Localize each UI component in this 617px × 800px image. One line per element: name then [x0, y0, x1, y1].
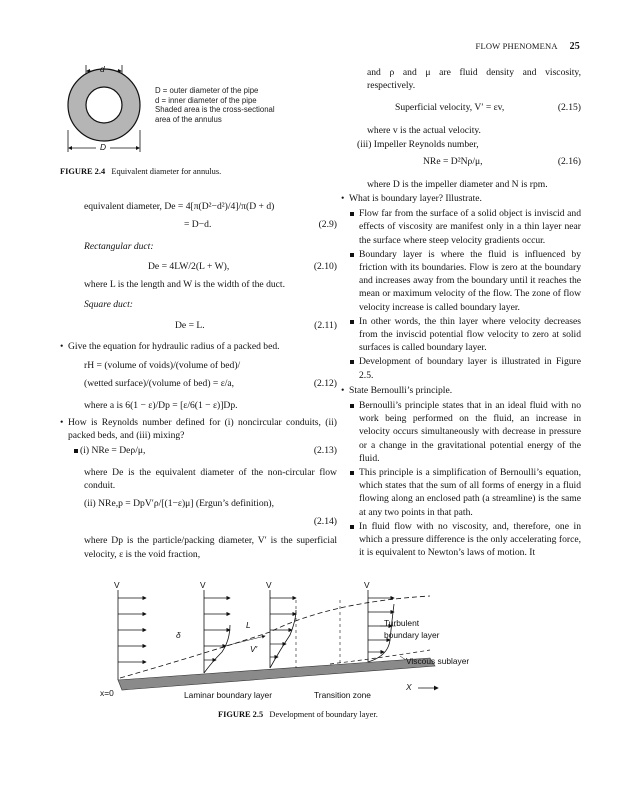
- velocity-label: V: [200, 580, 206, 590]
- eq-2-10-text: De = 4LW/2(L + W),: [148, 261, 230, 273]
- eq-2-11: [60, 319, 337, 333]
- list-item: In fluid flow with no viscosity, and, therefore, one in which a pressure difference is the only accelerating force, it is equivalent to Newton’s laws of motion. It: [359, 520, 581, 560]
- eq-2-15-text: Superficial velocity, V′ = εv,: [395, 102, 505, 114]
- dp-definition: where Dp is the particle/packing diameter, V′ is the superficial velocity, ε is the void fraction,: [84, 535, 337, 560]
- square-bullet: [350, 320, 354, 324]
- eq-2-13-text: (i) NRe = Deρ/μ,: [80, 444, 146, 456]
- velocity-label: V: [114, 580, 120, 590]
- square-bullet: [350, 253, 354, 257]
- eq-2-10: [60, 260, 337, 274]
- caption-text: Development of boundary layer.: [269, 710, 378, 719]
- question-boundary: [341, 192, 581, 205]
- square-bullet: [350, 360, 354, 364]
- eq-2-15: [341, 101, 581, 115]
- legend-line: area of the annulus: [155, 114, 222, 124]
- eq-2-9-text: equivalent diameter, De = 4[π(D²−d²)/4]/π(D + d): [84, 201, 275, 212]
- running-title: FLOW PHENOMENA: [475, 41, 558, 51]
- fig24-caption: [60, 167, 221, 176]
- eq-2-9-line1: [60, 200, 337, 214]
- figure-2-4: [60, 60, 340, 188]
- eq-2-14: (ii) NRe,p = DpV′ρ/[(1−ε)μ] (Ergun’s definition),: [84, 498, 275, 510]
- question-text: State Bernoulli’s principle.: [349, 384, 453, 396]
- de-definition: where De is the equivalent diameter of the non-circular flow conduit.: [84, 466, 337, 491]
- eq-2-16-text: NRe = D²Nρ/μ,: [423, 155, 483, 167]
- eq-2-9-line2: [60, 218, 337, 232]
- square-bullet: [350, 525, 354, 529]
- velocity-label: V: [364, 580, 370, 590]
- label-D: D: [100, 142, 107, 152]
- a-definition: where a is 6(1 − ε)/Dp = [ε/6(1 − ε)]Dp.: [84, 400, 238, 412]
- list-item: Boundary layer is where the fluid is influenced by friction with its boundaries. Flow is zero at the boundary and increases away from the boundary until it reaches the mean or maximum velocity of the flow. The zone of flow velocity increase is called boundary layer.: [359, 248, 581, 314]
- eq-2-9-result: = D−d.: [184, 219, 212, 230]
- dn-definition: where D is the impeller diameter and N is rpm.: [367, 178, 548, 190]
- v-definition: where v is the actual velocity.: [367, 125, 481, 137]
- L-label: L: [246, 620, 251, 630]
- bullet: •: [341, 193, 345, 205]
- rect-heading: Rectangular duct:: [84, 241, 154, 252]
- square-heading: Square duct:: [84, 299, 133, 311]
- laminar-label: Laminar boundary layer: [184, 690, 272, 700]
- viscous-label: Viscous sublayer: [406, 656, 470, 666]
- delta-label: δ: [176, 630, 181, 640]
- velocity-label: V: [266, 580, 272, 590]
- eq-2-9-number: (2.9): [318, 219, 337, 230]
- caption-text: Equivalent diameter for annulus.: [111, 167, 222, 176]
- eq-2-13-number: (2.13): [313, 444, 337, 456]
- boundary-list: [341, 207, 581, 382]
- eq-2-12-line2: [60, 377, 337, 391]
- turbulent-label: Turbulent: [384, 618, 420, 628]
- list-item: Flow far from the surface of a solid object is inviscid and effects of viscosity are manifest only in a thin layer near the surface where steep velocity gradients occur.: [359, 207, 581, 247]
- square-bullet: [350, 212, 354, 216]
- question-text: How is Reynolds number defined for (i) noncircular conduits, (ii) packed beds, and (iii) mixing?: [68, 417, 337, 442]
- figure-2-5: [100, 580, 530, 730]
- rho-definition: and ρ and μ are fluid density and viscosity, respectively.: [367, 67, 581, 92]
- square-bullet: [350, 471, 354, 475]
- question-reynolds: [60, 416, 337, 442]
- legend-line: D = outer diameter of the pipe: [155, 86, 259, 95]
- list-item: Development of boundary layer is illustrated in Figure 2.5.: [359, 355, 581, 381]
- eq-2-11-number: (2.11): [314, 319, 337, 331]
- left-column: [60, 200, 337, 561]
- eq-2-16: [341, 155, 581, 169]
- square-bullet: [74, 449, 78, 453]
- bullet: •: [341, 384, 345, 396]
- label-d: d: [100, 64, 105, 74]
- eq-2-10-number: (2.10): [313, 261, 337, 273]
- eq-2-16-number: (2.16): [557, 155, 581, 167]
- eq-2-13: [60, 444, 337, 458]
- bernoulli-list: [341, 399, 581, 559]
- impeller-heading: (iii) Impeller Reynolds number,: [357, 138, 479, 150]
- X-label: X: [406, 682, 412, 692]
- page-number: 25: [569, 41, 580, 52]
- eq-2-12-line1: rH = (volume of voids)/(volume of bed)/: [84, 359, 241, 371]
- rect-note: where L is the length and W is the width of the duct.: [84, 279, 285, 291]
- fig24-legend: [155, 86, 275, 124]
- bullet: •: [60, 340, 64, 352]
- square-bullet: [350, 404, 354, 408]
- eq-2-15-number: (2.15): [557, 102, 581, 114]
- vprime-label: V′: [250, 644, 258, 654]
- legend-line: Shaded area is the cross-sectional: [155, 105, 275, 115]
- list-item: In other words, the thin layer where velocity decreases from the inviscid potential flow velocity to zero at solid surfaces is called boundary layer.: [359, 315, 581, 355]
- question-hydraulic: [60, 340, 337, 353]
- running-header: [476, 41, 580, 52]
- fig25-caption: [218, 710, 378, 719]
- question-text: Give the equation for hydraulic radius of a packed bed.: [68, 340, 280, 352]
- boundary-layer-diagram: [100, 580, 530, 705]
- eq-2-12-text: (wetted surface)/(volume of bed) = ε/a,: [84, 378, 235, 390]
- eq-2-11-text: De = L.: [175, 319, 205, 331]
- bullet: •: [60, 417, 64, 429]
- question-text: What is boundary layer? Illustrate.: [349, 193, 482, 205]
- eq-2-12-number: (2.12): [313, 378, 337, 390]
- list-item: Bernoulli’s principle states that in an ideal fluid with no work being performed on the fluid, an increase in velocity occurs simultaneously with decrease in pressure or a change in the gravitational potential energy of the fluid.: [359, 399, 581, 465]
- question-bernoulli: [341, 384, 581, 397]
- list-item: This principle is a simplification of Bernoulli’s equation, which states that the sum of all forms of energy in a fluid flowing along an enclosed path (a streamline) is the same at any two points in that path.: [359, 466, 581, 519]
- turbulent-label-2: boundary layer: [384, 630, 440, 640]
- transition-label: Transition zone: [314, 690, 371, 700]
- legend-line: d = inner diameter of the pipe: [155, 95, 257, 105]
- right-column: [341, 66, 581, 560]
- eq-2-14-number: (2.14): [313, 516, 337, 528]
- caption-label: FIGURE 2.4: [60, 167, 106, 176]
- caption-label: FIGURE 2.5: [218, 710, 264, 719]
- x0-label: x=0: [100, 688, 114, 698]
